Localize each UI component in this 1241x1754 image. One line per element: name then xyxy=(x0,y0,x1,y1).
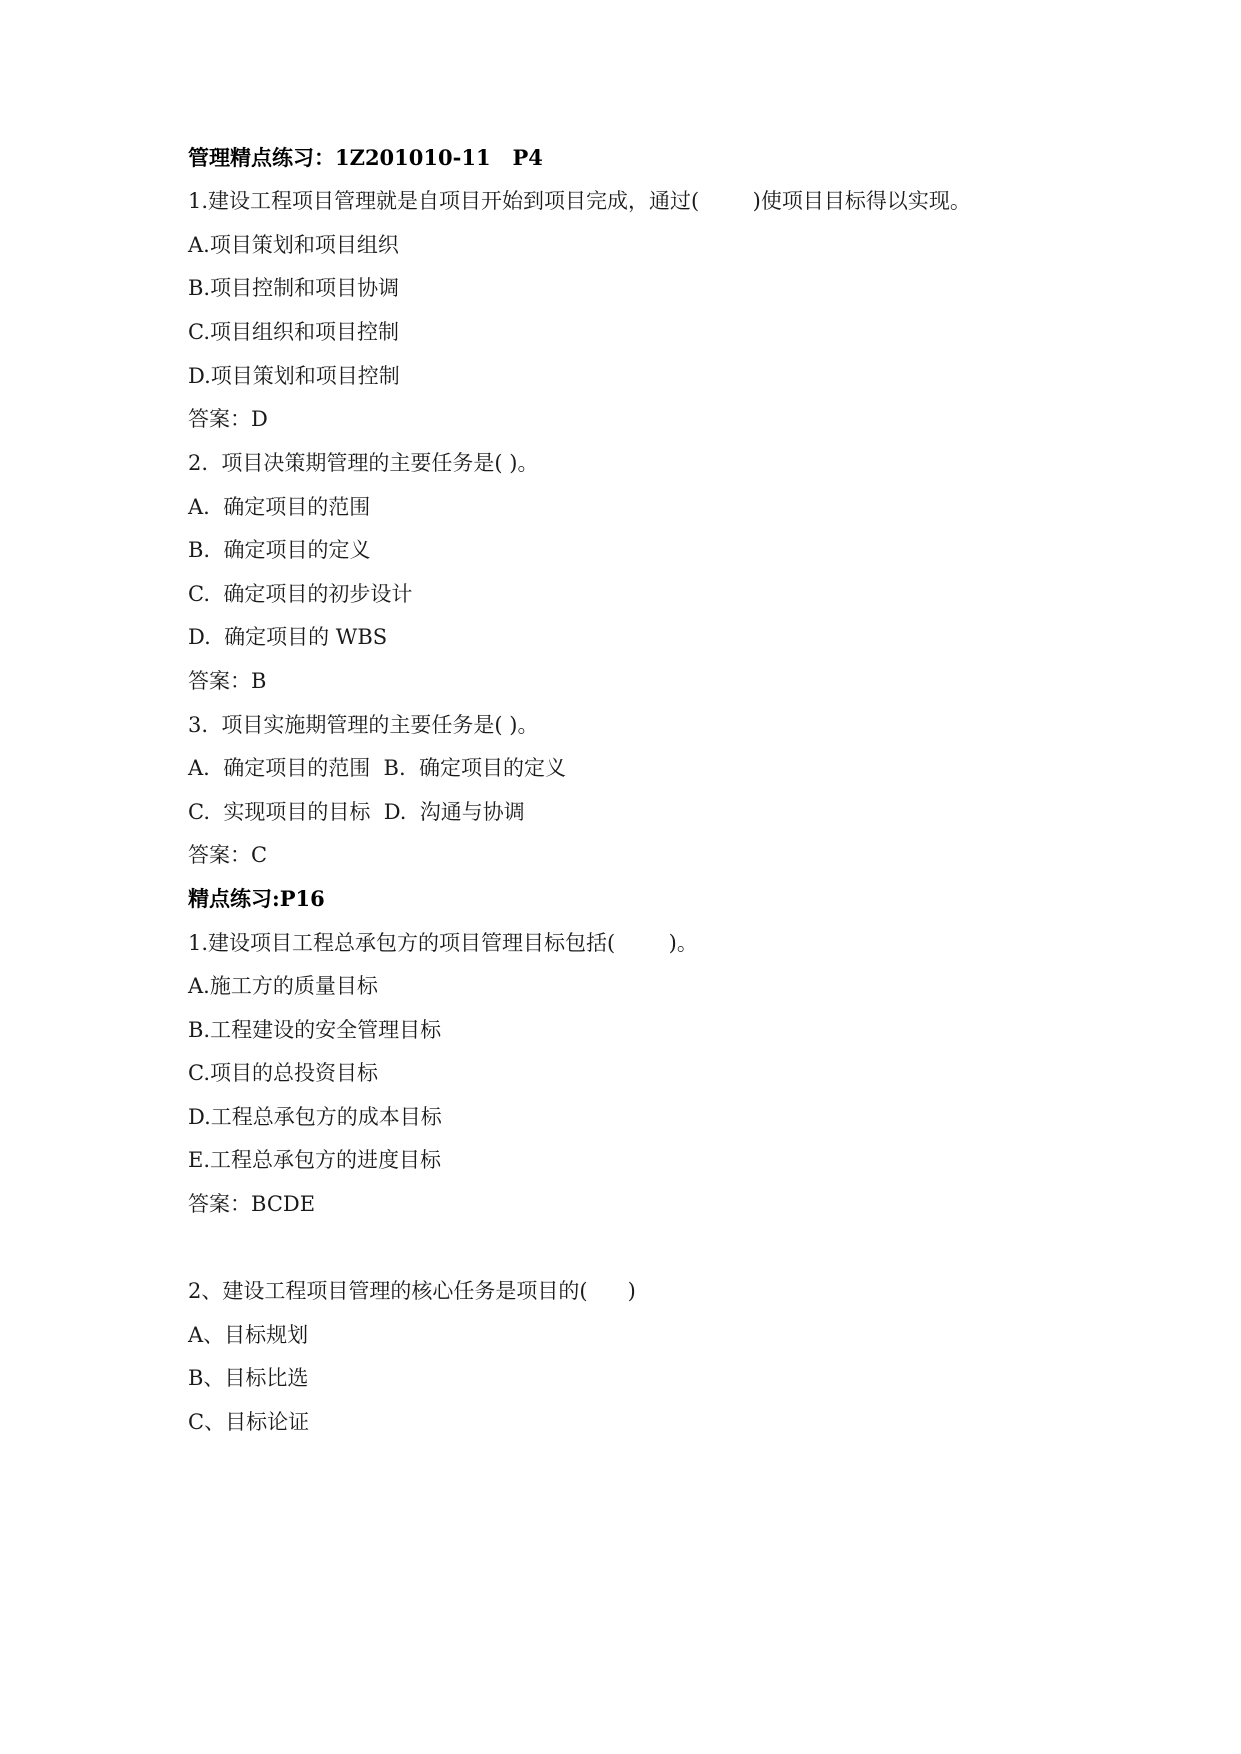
answer-option: D. 确定项目的 WBS xyxy=(188,625,388,649)
answer-option: A.施工方的质量目标 xyxy=(188,974,378,998)
answer-option: C. 确定项目的初步设计 xyxy=(188,582,413,606)
answer-key: 答案：C xyxy=(188,843,268,867)
answer-option: A.项目策划和项目组织 xyxy=(188,233,399,257)
question-stem: 1.建设项目工程总承包方的项目管理目标包括( )。 xyxy=(188,931,698,955)
section-heading-p4: 管理精点练习：1Z201010-11 P4 xyxy=(188,145,543,170)
answer-option: B.工程建设的安全管理目标 xyxy=(188,1018,442,1042)
question-stem: 3. 项目实施期管理的主要任务是( )。 xyxy=(188,713,539,737)
question-stem: 1.建设工程项目管理就是自项目开始到项目完成，通过( )使项目目标得以实现。 xyxy=(188,189,971,213)
answer-key: 答案：BCDE xyxy=(188,1192,316,1216)
section-heading-p16: 精点练习:P16 xyxy=(188,886,325,911)
answer-option: D.工程总承包方的成本目标 xyxy=(188,1105,442,1129)
answer-option: B. 确定项目的定义 xyxy=(188,538,371,562)
question-stem: 2. 项目决策期管理的主要任务是( )。 xyxy=(188,451,539,475)
answer-option: C、目标论证 xyxy=(188,1410,310,1434)
answer-key: 答案：B xyxy=(188,669,267,693)
answer-option: C.项目组织和项目控制 xyxy=(188,320,399,344)
answer-option: E.工程总承包方的进度目标 xyxy=(188,1148,442,1172)
answer-option: B.项目控制和项目协调 xyxy=(188,276,400,300)
question-stem: 2、建设工程项目管理的核心任务是项目的( ) xyxy=(188,1279,636,1303)
answer-option: D.项目策划和项目控制 xyxy=(188,364,400,388)
answer-option: C.项目的总投资目标 xyxy=(188,1061,378,1085)
answer-option: C. 实现项目的目标 D. 沟通与协调 xyxy=(188,800,525,824)
answer-option: A. 确定项目的范围 xyxy=(188,495,371,519)
answer-option: A、目标规划 xyxy=(188,1323,309,1347)
answer-key: 答案：D xyxy=(188,407,268,431)
answer-option: B、目标比选 xyxy=(188,1366,309,1390)
answer-option: A. 确定项目的范围 B. 确定项目的定义 xyxy=(188,756,566,780)
